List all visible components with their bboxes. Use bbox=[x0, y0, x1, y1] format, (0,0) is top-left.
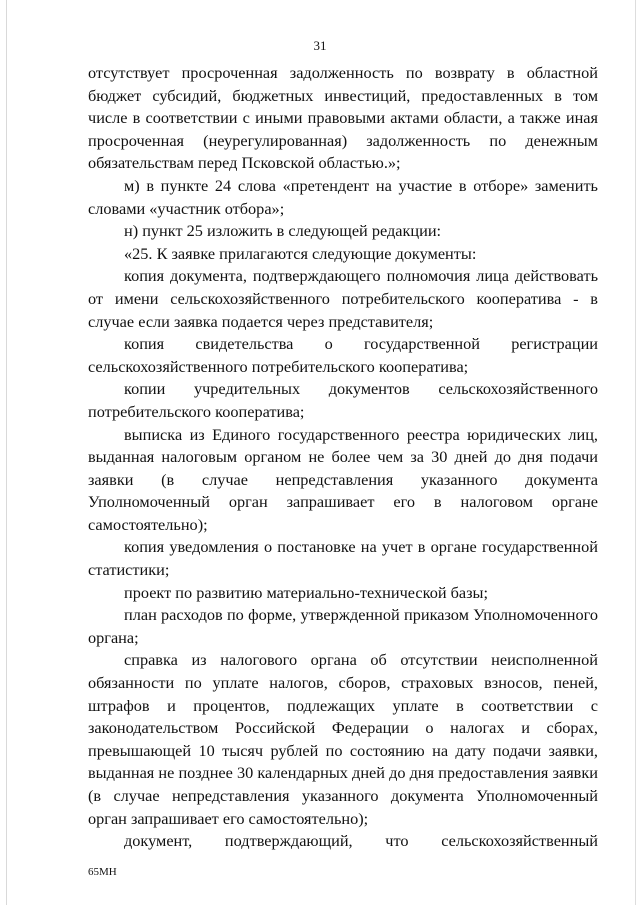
paragraph-item-m: м) в пункте 24 слова «претендент на участие в отборе» заменить словами «участник отбора»; bbox=[88, 175, 598, 218]
paragraph-clause-25: «25. К заявке прилагаются следующие документы: bbox=[124, 243, 477, 263]
paragraph-doc-confirmation: документ, подтверждающий, что сельскохозяйственный bbox=[124, 831, 598, 851]
paragraph-doc-expense-plan: план расходов по форме, утвержденной приказом Уполномоченного органа; bbox=[88, 605, 598, 647]
document-body bbox=[88, 62, 598, 853]
scan-edge-left bbox=[6, 0, 7, 905]
paragraph-doc-tax-certificate: справка из налогового органа об отсутствии неисполненной обязанности по уплате налогов, сборов, страховых взносов, пеней, штрафов и процентов, подлежащих уплате в соответствии с законодательством Российской Федерации о налогах и сборах, превышающей 10 тысяч рублей по состоянию на дату подачи заявки, выданная не позднее 30 календарных дней до дня предоставления заявки (в случае непредставления указанного документа Уполномоченный орган запрашивает его самостоятельно); bbox=[88, 650, 598, 828]
scan-edge-right bbox=[635, 0, 636, 905]
paragraph-doc-registry-extract: выписка из Единого государственного реестра юридических лиц, выданная налоговым органом не более чем за 30 дней до дня подачи заявки (в случае непредставления указанного документа Уполномоченный орган запрашивает его в налоговом органе самостоятельно); bbox=[88, 424, 598, 534]
paragraph-continuation: отсутствует просроченная задолженность по возврату в областной бюджет субсидий, бюджетных инвестиций, предоставленных в том числе в соответствии с иными правовыми актами области, а также иная просроченная (неурегулированная) задолженность по денежным обязательствам перед Псковской областью.»; bbox=[88, 63, 598, 173]
paragraph-doc-project: проект по развитию материально-технической базы; bbox=[124, 582, 489, 602]
paragraph-doc-registration: копия свидетельства о государственной регистрации сельскохозяйственного потребительского кооператива; bbox=[88, 334, 598, 376]
paragraph-item-n: н) пункт 25 изложить в следующей редакции: bbox=[124, 221, 442, 241]
paragraph-doc-power-of-attorney: копия документа, подтверждающего полномочия лица действовать от имени сельскохозяйственного потребительского кооператива - в случае если заявка подается через представителя; bbox=[88, 266, 598, 331]
paragraph-doc-statistics: копия уведомления о постановке на учет в органе государственной статистики; bbox=[88, 537, 598, 580]
footer-code: 65МН bbox=[88, 866, 117, 878]
paragraph-doc-founding: копии учредительных документов сельскохозяйственного потребительского кооператива; bbox=[88, 379, 598, 421]
page-number: 31 bbox=[313, 38, 327, 53]
